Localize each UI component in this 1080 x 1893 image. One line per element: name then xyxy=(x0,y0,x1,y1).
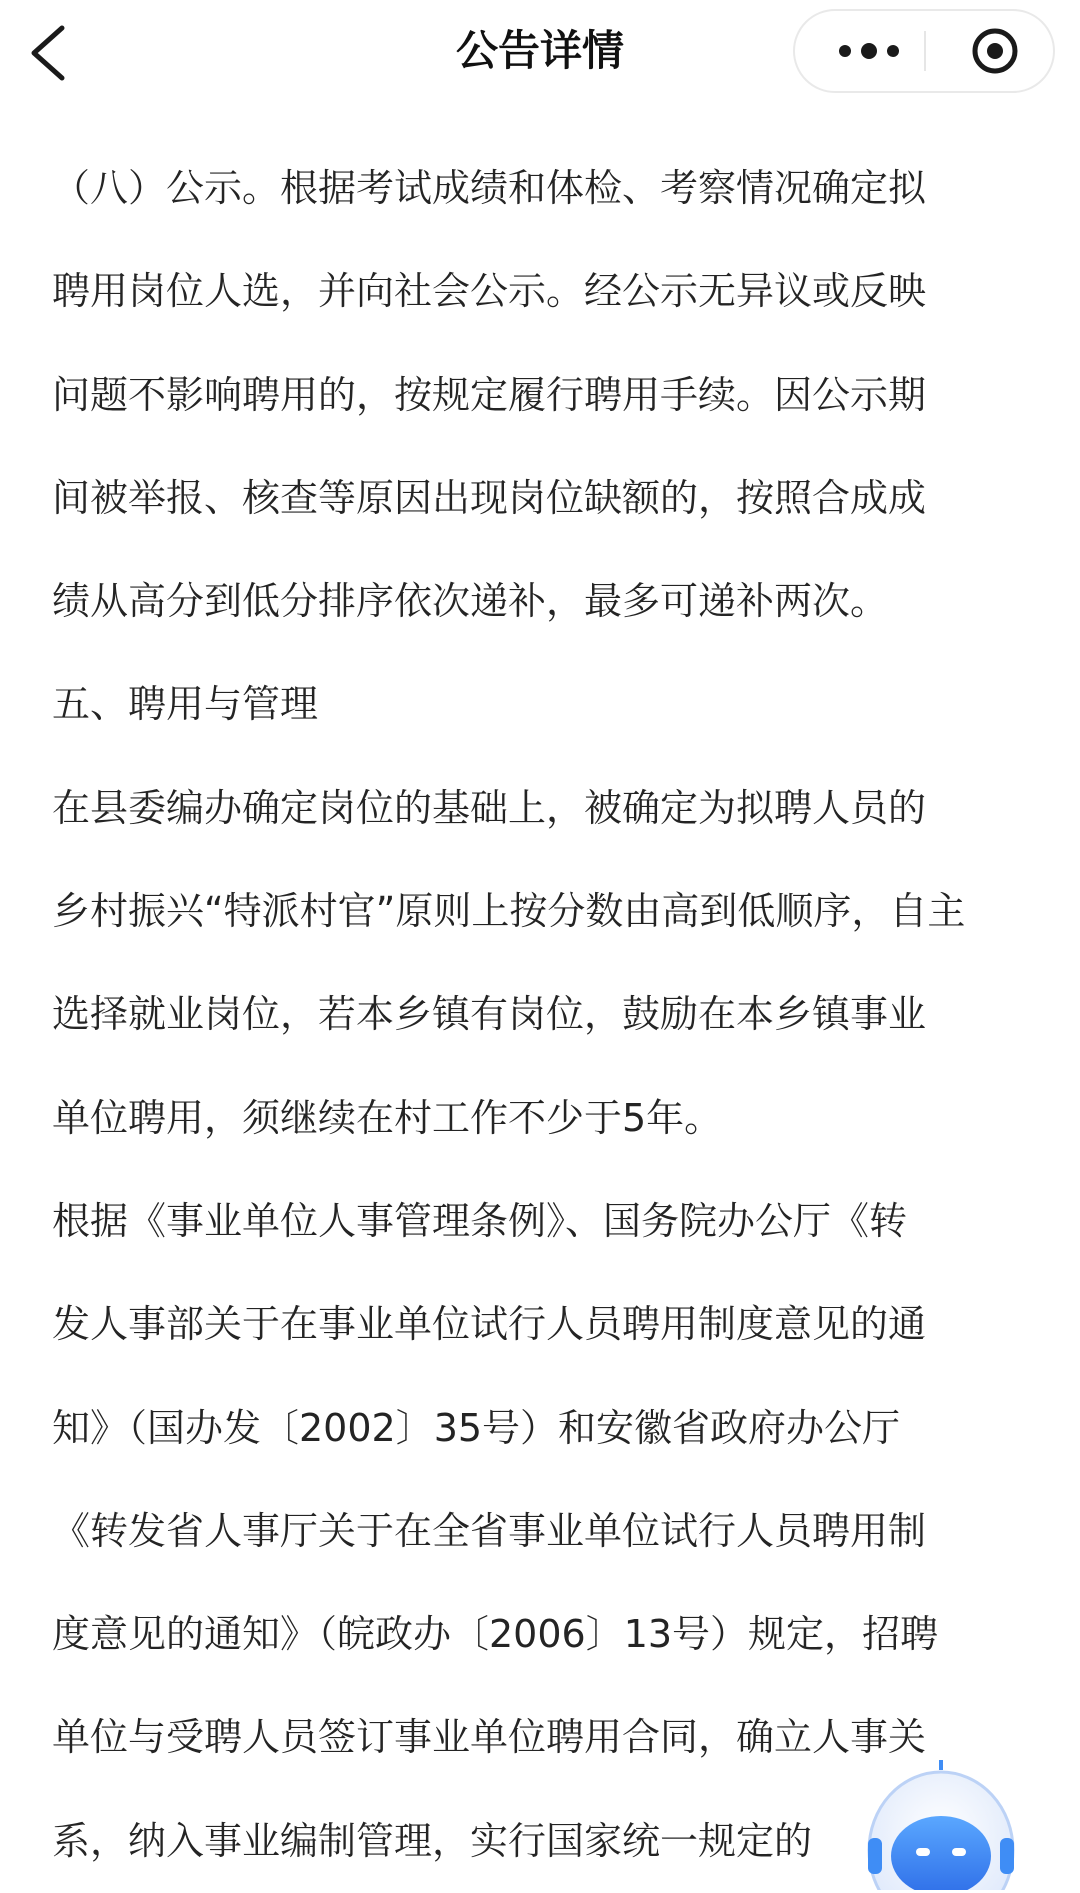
more-dots-icon[interactable] xyxy=(821,11,917,91)
robot-assistant-icon[interactable] xyxy=(866,1760,1016,1890)
top-navigation-bar xyxy=(0,0,1080,106)
section-heading: 五、聘用与管理 xyxy=(52,682,319,727)
body-line: 乡村振兴“特派村官”原则上按分数由高到低顺序，自主 xyxy=(52,889,966,934)
body-line: 问题不影响聘用的，按规定履行聘用手续。因公示期 xyxy=(52,372,927,417)
announcement-body xyxy=(52,137,1042,1893)
body-line: 发人事部关于在事业单位试行人员聘用制度意见的通 xyxy=(52,1302,927,1347)
page-title: 公告详情 xyxy=(455,26,624,75)
body-line: （八）公示。根据考试成绩和体检、考察情况确定拟 xyxy=(52,166,927,210)
body-line: 根据《事业单位人事管理条例》、国务院办公厅《转 xyxy=(52,1198,908,1243)
body-line: 系，纳入事业编制管理，实行国家统一规定的 xyxy=(52,1818,813,1863)
target-circle-icon[interactable] xyxy=(955,11,1035,91)
body-line: 聘用岗位人选，并向社会公示。经公示无异议或反映 xyxy=(52,269,927,314)
body-line: 选择就业岗位，若本乡镇有岗位，鼓励在本乡镇事业 xyxy=(52,992,927,1037)
body-line: 单位聘用，须继续在村工作不少于5年。 xyxy=(52,1095,723,1140)
mini-program-capsule xyxy=(793,9,1055,93)
body-line: 《转发省人事厅关于在全省事业单位试行人员聘用制 xyxy=(52,1508,927,1553)
capsule-divider xyxy=(924,31,926,71)
body-line: 度意见的通知》（皖政办〔2006〕13号）规定，招聘 xyxy=(52,1612,939,1657)
body-line: 间被举报、核查等原因出现岗位缺额的，按照合成成 xyxy=(52,475,927,520)
body-line: 单位与受聘人员签订事业单位聘用合同，确立人事关 xyxy=(52,1715,927,1760)
body-line: 在县委编办确定岗位的基础上，被确定为拟聘人员的 xyxy=(52,785,927,830)
body-line: 知》（国办发〔2002〕35号）和安徽省政府办公厅 xyxy=(52,1405,901,1450)
body-line: 绩从高分到低分排序依次递补，最多可递补两次。 xyxy=(52,579,889,624)
